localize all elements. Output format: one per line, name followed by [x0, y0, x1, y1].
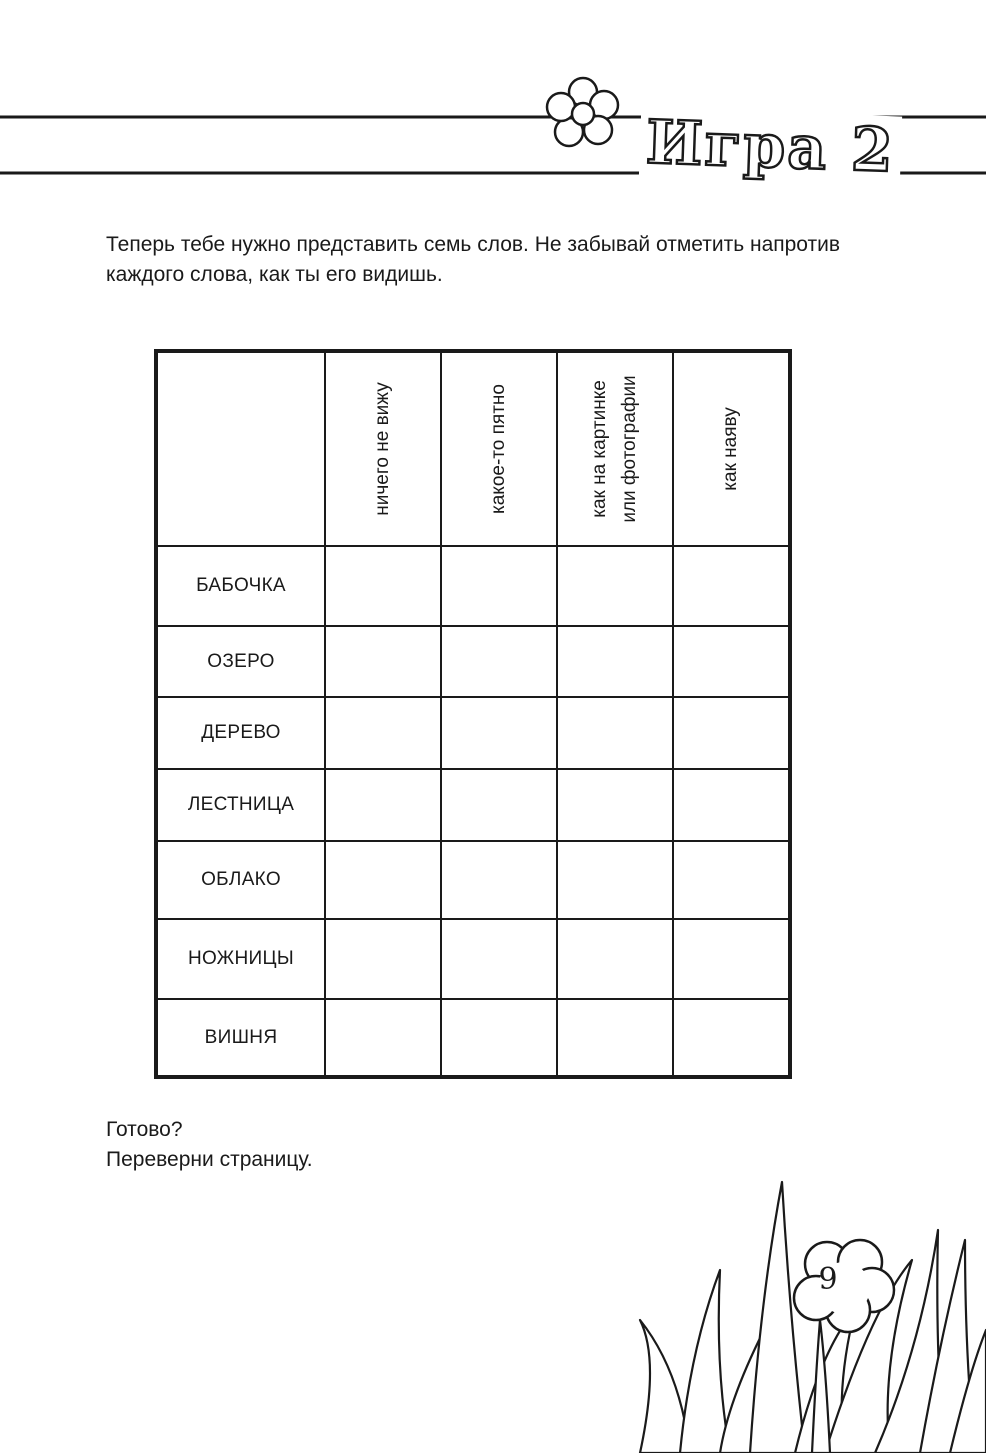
answer-cell[interactable]	[673, 999, 790, 1077]
vividness-table	[154, 349, 792, 1079]
answer-cell[interactable]	[441, 919, 557, 999]
answer-cell[interactable]	[557, 769, 673, 841]
answer-cell[interactable]	[673, 919, 790, 999]
answer-cell[interactable]	[325, 841, 441, 919]
answer-cell[interactable]	[325, 999, 441, 1077]
row-label: ОЗЕРО	[156, 626, 325, 697]
answer-cell[interactable]	[557, 626, 673, 697]
answer-cell[interactable]	[673, 697, 790, 769]
answer-cell[interactable]	[441, 841, 557, 919]
answer-cell[interactable]	[325, 546, 441, 626]
answer-cell[interactable]	[673, 546, 790, 626]
row-label: ВИШНЯ	[156, 999, 325, 1077]
answer-cell[interactable]	[441, 769, 557, 841]
answer-cell[interactable]	[325, 626, 441, 697]
answer-cell[interactable]	[557, 919, 673, 999]
column-header-label: как наяву	[720, 407, 741, 491]
row-label: ДЕРЕВО	[156, 697, 325, 769]
footer-line: Переверни страницу.	[106, 1148, 313, 1171]
answer-cell[interactable]	[557, 841, 673, 919]
answer-cell[interactable]	[325, 919, 441, 999]
column-header	[325, 351, 441, 546]
grass-illustration	[620, 1170, 986, 1453]
table-row	[156, 919, 790, 999]
footer-line: Готово?	[106, 1118, 183, 1141]
answer-cell[interactable]	[673, 841, 790, 919]
table-row	[156, 697, 790, 769]
intro-text: Теперь тебе нужно представить семь слов. Не забывай отметить напротив каждого слова, как ты его видишь.	[106, 233, 841, 286]
page-number: 9	[818, 1262, 838, 1297]
table-row	[156, 546, 790, 626]
column-header	[441, 351, 557, 546]
corner-cell	[156, 351, 325, 546]
footer-text	[106, 1115, 313, 1175]
column-header-label: как на картинке или фотографии	[589, 375, 640, 523]
page-title: Игра 2	[639, 107, 902, 186]
table-header-row	[156, 351, 790, 546]
row-label: БАБОЧКА	[156, 546, 325, 626]
column-header-label: какое-то пятно	[488, 384, 509, 514]
answer-cell[interactable]	[441, 999, 557, 1077]
answer-cell[interactable]	[557, 999, 673, 1077]
table-row	[156, 841, 790, 919]
header-rule	[0, 0, 986, 220]
column-header	[557, 351, 673, 546]
answer-cell[interactable]	[325, 697, 441, 769]
table-row	[156, 769, 790, 841]
answer-cell[interactable]	[673, 626, 790, 697]
row-label: ЛЕСТНИЦА	[156, 769, 325, 841]
answer-cell[interactable]	[557, 546, 673, 626]
answer-cell[interactable]	[441, 697, 557, 769]
answer-cell[interactable]	[673, 769, 790, 841]
answer-cell[interactable]	[557, 697, 673, 769]
column-header-label: ничего не вижу	[372, 382, 393, 516]
answer-cell[interactable]	[441, 546, 557, 626]
answer-cell[interactable]	[441, 626, 557, 697]
column-header	[673, 351, 790, 546]
flower-icon	[540, 72, 626, 158]
table-row	[156, 626, 790, 697]
row-label: НОЖНИЦЫ	[156, 919, 325, 999]
row-label: ОБЛАКО	[156, 841, 325, 919]
table-row	[156, 999, 790, 1077]
answer-cell[interactable]	[325, 769, 441, 841]
